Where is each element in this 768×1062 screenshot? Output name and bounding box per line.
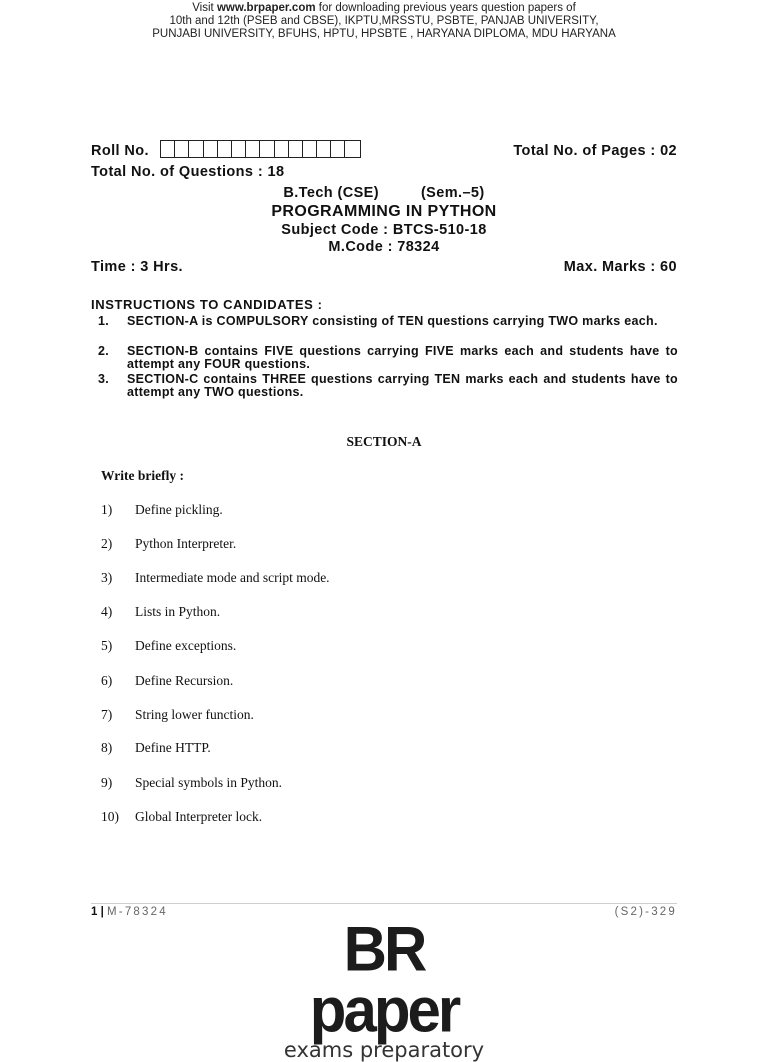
roll-no-label: Roll No. — [91, 143, 149, 159]
roll-digit-box[interactable] — [317, 141, 331, 157]
m-code: M.Code : 78324 — [328, 239, 440, 255]
roll-digit-box[interactable] — [246, 141, 260, 157]
roll-digit-box[interactable] — [175, 141, 189, 157]
time-allowed: Time : 3 Hrs. — [91, 259, 183, 275]
question-item: 10) Global Interpreter lock. — [101, 809, 263, 824]
instructions-title: INSTRUCTIONS TO CANDIDATES : — [91, 297, 323, 312]
course-line — [0, 185, 768, 201]
footer-right-code: (S2)-329 — [614, 906, 677, 918]
roll-digit-box[interactable] — [303, 141, 317, 157]
total-questions: Total No. of Questions : 18 — [91, 164, 285, 180]
question-item: 8) Define HTTP. — [101, 740, 211, 755]
roll-digit-box[interactable] — [161, 141, 175, 157]
question-item: 5) Define exceptions. — [101, 638, 237, 653]
footer-divider — [91, 903, 677, 904]
total-pages: Total No. of Pages : 02 — [513, 143, 677, 159]
max-marks: Max. Marks : 60 — [563, 259, 677, 275]
question-item: 4) Lists in Python. — [101, 604, 221, 619]
roll-digit-box[interactable] — [260, 141, 274, 157]
page-number: 1 — [91, 906, 98, 918]
banner-line-2: 10th and 12th (PSEB and CBSE), IKPTU,MRSSTU, PSBTE, PANJAB UNIVERSITY, — [169, 15, 599, 27]
brpaper-logo — [272, 913, 496, 1062]
roll-digit-box[interactable] — [331, 141, 345, 157]
question-item: 1) Define pickling. — [101, 502, 223, 517]
roll-digit-box[interactable] — [275, 141, 289, 157]
roll-number-boxes — [160, 140, 361, 158]
footer-left: 1 | M-78324 — [91, 906, 168, 918]
question-item: 2) Python Interpreter. — [101, 536, 237, 551]
question-item: 6) Define Recursion. — [101, 673, 234, 688]
semester: (Sem.–5) — [420, 185, 485, 201]
subject-code: Subject Code : BTCS-510-18 — [281, 222, 487, 238]
banner-line-3: PUNJABI UNIVERSITY, BFUHS, HPTU, HPSBTE , HARYANA DIPLOMA, MDU HARYANA — [152, 28, 616, 40]
question-item: 9) Special symbols in Python. — [101, 775, 283, 790]
logo-main-text: BR paper — [309, 913, 459, 1046]
roll-digit-box[interactable] — [232, 141, 246, 157]
roll-digit-box[interactable] — [189, 141, 203, 157]
roll-digit-box[interactable] — [204, 141, 218, 157]
subject-title: PROGRAMMING IN PYTHON — [271, 203, 497, 220]
write-briefly-prompt: Write briefly : — [101, 468, 184, 483]
section-a-title: SECTION-A — [346, 434, 422, 449]
course: B.Tech (CSE) — [283, 185, 379, 201]
question-item: 7) String lower function. — [101, 707, 254, 722]
site-banner — [0, 2, 768, 41]
logo-tagline: exams preparatory — [283, 1038, 485, 1062]
question-item: 3) Intermediate mode and script mode. — [101, 570, 330, 585]
roll-digit-box[interactable] — [345, 141, 359, 157]
roll-digit-box[interactable] — [289, 141, 303, 157]
site-link[interactable]: www.brpaper.com — [216, 2, 316, 14]
footer-m-code: M-78324 — [107, 906, 168, 918]
roll-digit-box[interactable] — [218, 141, 232, 157]
banner-line-1: Visit www.brpaper.com for downloading previous years question papers of — [192, 2, 576, 14]
